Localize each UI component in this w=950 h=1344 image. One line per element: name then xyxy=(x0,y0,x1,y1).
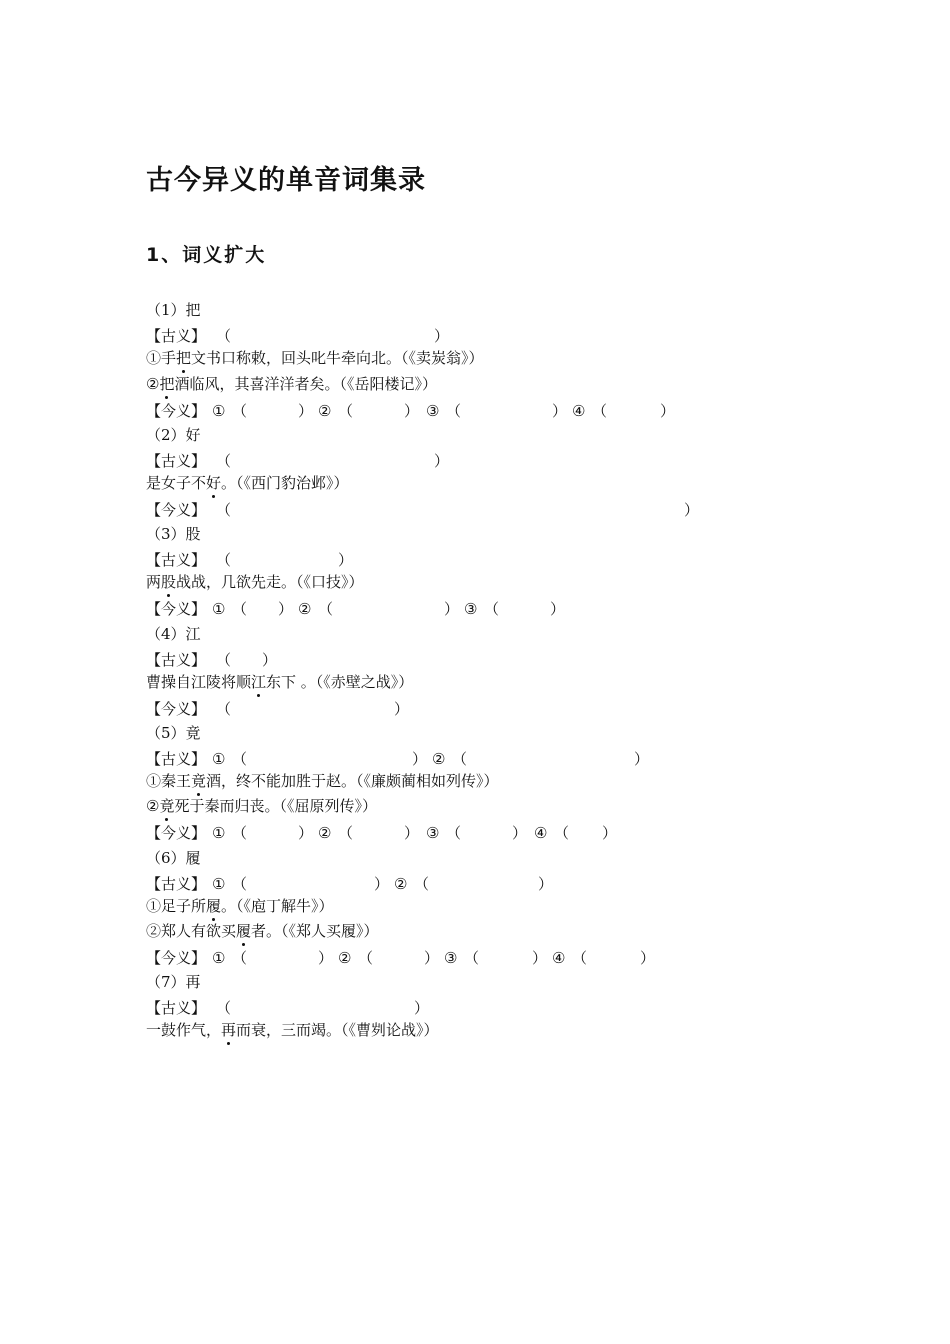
entry-heading: （2）好 xyxy=(146,426,201,444)
example-sentence: ②竟死于秦而归丧。（《屈原列传》） xyxy=(146,797,377,815)
emphasis-dot: 履 xyxy=(236,922,252,940)
example-sentence: ②把酒临风，其喜洋洋者矣。（《岳阳楼记》） xyxy=(146,375,437,393)
example-sentence: 两股战战，几欲先走。（《口技》） xyxy=(146,573,364,591)
emphasis-dot: 竟 xyxy=(191,772,207,790)
page-title: 古今异义的单音词集录 xyxy=(146,165,426,196)
entry-heading: （5）竟 xyxy=(146,724,201,742)
example-sentence: ①足子所履。（《庖丁解牛》） xyxy=(146,897,334,915)
example-sentence: ①手把文书口称敕，回头叱牛牵向北。（《卖炭翁》） xyxy=(146,349,484,367)
emphasis-dot: 江 xyxy=(251,673,267,691)
emphasis-dot: 履 xyxy=(206,897,222,915)
entry-heading: （7）再 xyxy=(146,973,201,991)
entry-heading: （4）江 xyxy=(146,625,201,643)
example-sentence: ②郑人有欲买履者。（《郑人买履》） xyxy=(146,922,379,940)
document-page: 古今异义的单音词集录 1、词义扩大 （1）把 【古义】 （ ） ①手把文书口称敕，回头叱牛牵向北。（《卖炭翁》） ②把酒临风，其喜洋洋者矣。（《岳阳楼记》） 【今义】 ① （ ） ② （ ） ③ （ ） ④ （ ） （2）好 【古义】 （ ） 是女子不好。（《西门豹治邺》） 【今义】 （ ） （3）股 【古义】 （ ） 两股战战，几欲先走。（《口技》） 【今义】 ① （ ） ② （ ） ③ （ ） （4）江 【古义】 （ ） 曹操自江陵将顺江东下 。（《赤壁之战》） 【今义】 （ ） （5）竟 【古义】 ① （ ） ② （ ） ①秦王竟酒，终不能加胜于赵。（《廉颇蔺相如列传》） ②竟死于秦而归丧。（《屈原列传》） 【今义】 ① （ ） ② （ ） ③ （ ） ④ （ ） （6）履 【古义】 ① （ ） ② （ ） ①足子所履。（《庖丁解牛》） ②郑人有欲买履者。（《郑人买履》） 【今义】 ① （ ） ② （ ） ③ （ ） ④ （ ） （7）再 【古义】 （ ） 一鼓作气，再而衰，三而竭。（《曹刿论战》） xyxy=(0,0,950,1344)
example-sentence: ①秦王竟酒，终不能加胜于赵。（《廉颇蔺相如列传》） xyxy=(146,772,499,790)
emphasis-dot: 竟 xyxy=(159,797,175,815)
emphasis-dot: 再 xyxy=(221,1021,237,1039)
entry-heading: （6）履 xyxy=(146,849,201,867)
example-sentence: 一鼓作气，再而衰，三而竭。（《曹刿论战》） xyxy=(146,1021,439,1039)
entry-heading: （1）把 xyxy=(146,301,201,319)
emphasis-dot: 股 xyxy=(161,573,177,591)
example-sentence: 曹操自江陵将顺江东下 。（《赤壁之战》） xyxy=(146,673,414,691)
example-sentence: 是女子不好。（《西门豹治邺》） xyxy=(146,474,349,492)
emphasis-dot: 把 xyxy=(159,375,175,393)
emphasis-dot: 好 xyxy=(206,474,222,492)
entry-heading: （3）股 xyxy=(146,525,201,543)
section-heading: 1、词义扩大 xyxy=(146,244,267,266)
emphasis-dot: 把 xyxy=(176,349,192,367)
